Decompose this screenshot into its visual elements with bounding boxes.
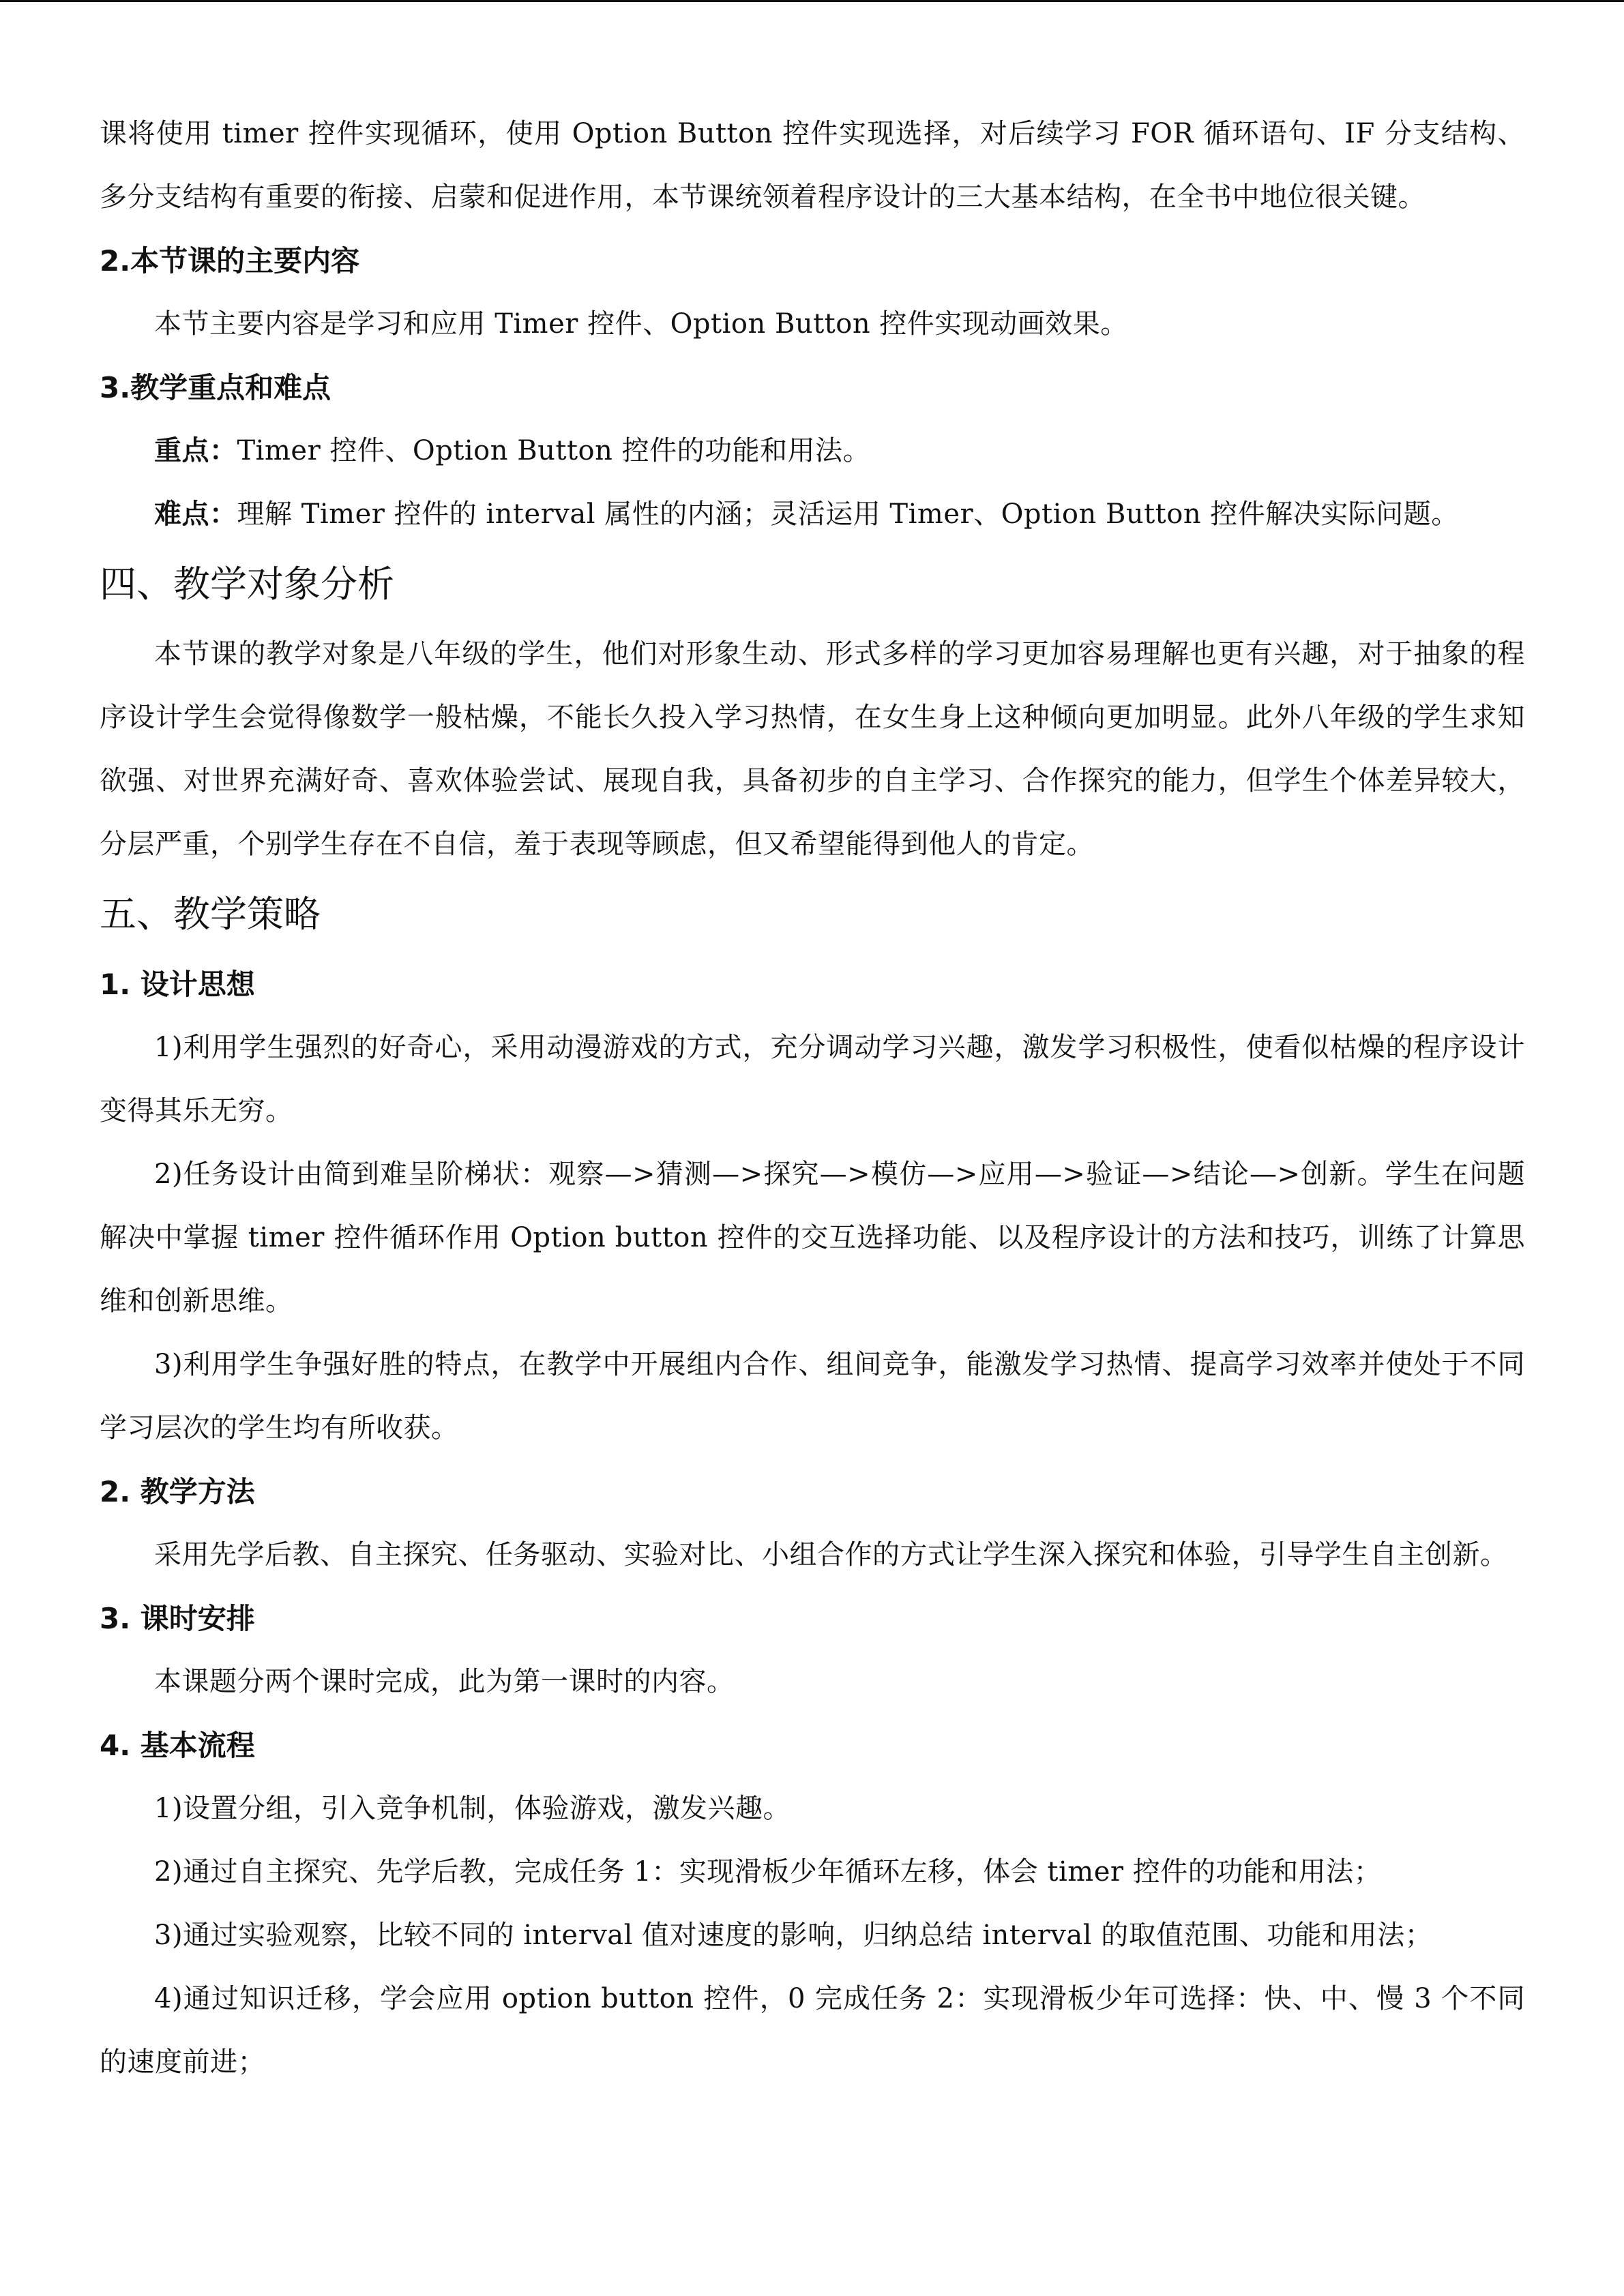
document-page — [100, 102, 1525, 2094]
top-border — [0, 0, 1624, 2]
methods-heading: 2. 教学方法 — [100, 1475, 255, 1508]
main-content-heading: 2.本节课的主要内容 — [100, 244, 360, 278]
design-heading: 1. 设计思想 — [100, 968, 255, 1001]
flow-item: 3)通过实验观察，比较不同的 interval 值对速度的影响，归纳总结 interval 的取值范围、功能和用法； — [154, 1920, 1433, 1951]
main-content-paragraph: 本节主要内容是学习和应用 Timer 控件、Option Button 控件实现动画效果。 — [154, 308, 1128, 340]
schedule-heading: 3. 课时安排 — [100, 1602, 255, 1635]
focus-paragraph — [100, 419, 1525, 483]
flow-heading: 4. 基本流程 — [100, 1729, 255, 1762]
section-four-heading: 四、教学对象分析 — [100, 563, 394, 606]
flow-item: 4)通过知识迁移，学会应用 option button 控件，0 完成任务 2：实现滑板少年可选择：快、中、慢 3 个不同的速度前进； — [100, 1983, 1525, 2078]
section-four-paragraph: 本节课的教学对象是八年级的学生，他们对形象生动、形式多样的学习更加容易理解也更有兴趣，对于抽象的程序设计学生会觉得像数学一般枯燥，不能长久投入学习热情，在女生身上这种倾向更加明显。此外八年级的学生求知欲强、对世界充满好奇、喜欢体验尝试、展现自我，具备初步的自主学习、合作探究的能力，但学生个体差异较大，分层严重，个别学生存在不自信，羞于表现等顾虑，但又希望能得到他人的肯定。 — [100, 638, 1525, 860]
focus-label: 重点： — [154, 435, 237, 466]
design-item: 2)任务设计由简到难呈阶梯状：观察—>猜测—>探究—>模仿—>应用—>验证—>结论—>创新。学生在问题解决中掌握 timer 控件循环作用 Option button 控件的交互选择功能、以及程序设计的方法和技巧，训练了计算思维和创新思维。 — [100, 1159, 1525, 1317]
difficulty-paragraph — [100, 483, 1525, 546]
design-item: 3)利用学生争强好胜的特点，在教学中开展组内合作、组间竞争，能激发学习热情、提高学习效率并使处于不同学习层次的学生均有所收获。 — [100, 1349, 1525, 1444]
flow-item: 1)设置分组，引入竞争机制，体验游戏，激发兴趣。 — [154, 1793, 791, 1824]
key-points-heading: 3.教学重点和难点 — [100, 371, 331, 404]
section-five-heading: 五、教学策略 — [100, 893, 321, 936]
intro-paragraph: 课将使用 timer 控件实现循环，使用 Option Button 控件实现选择，对后续学习 FOR 循环语句、IF 分支结构、多分支结构有重要的衔接、启蒙和促进作用，本节课统领着程序设计的三大基本结构，在全书中地位很关键。 — [100, 118, 1525, 213]
difficulty-text: 理解 Timer 控件的 interval 属性的内涵；灵活运用 Timer、Option Button 控件解决实际问题。 — [237, 498, 1459, 530]
schedule-paragraph: 本课题分两个课时完成，此为第一课时的内容。 — [154, 1666, 735, 1697]
focus-text: Timer 控件、Option Button 控件的功能和用法。 — [237, 435, 871, 466]
methods-paragraph: 采用先学后教、自主探究、任务驱动、实验对比、小组合作的方式让学生深入探究和体验，引导学生自主创新。 — [154, 1539, 1508, 1570]
difficulty-label: 难点： — [154, 498, 237, 530]
flow-item: 2)通过自主探究、先学后教，完成任务 1：实现滑板少年循环左移，体会 timer 控件的功能和用法； — [154, 1856, 1382, 1888]
design-item: 1)利用学生强烈的好奇心，采用动漫游戏的方式，充分调动学习兴趣，激发学习积极性，使看似枯燥的程序设计变得其乐无穷。 — [100, 1032, 1525, 1127]
